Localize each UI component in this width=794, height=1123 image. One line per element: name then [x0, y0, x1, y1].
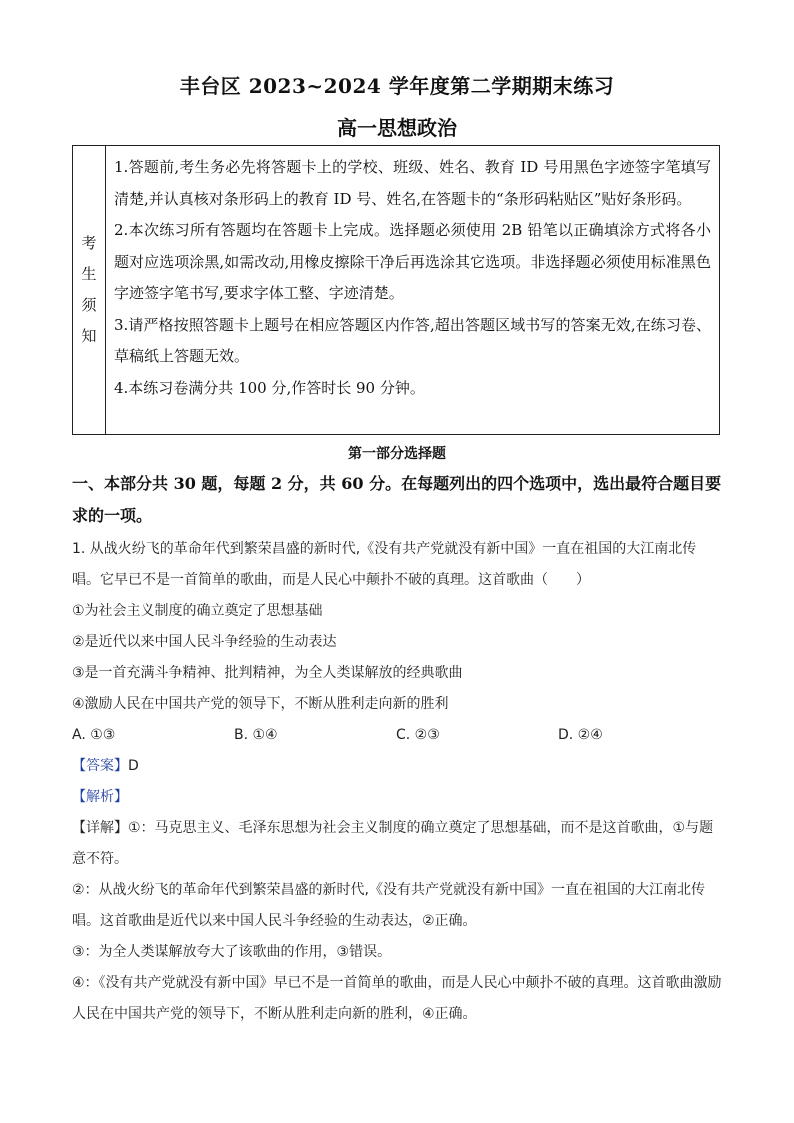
candidate-notice-label [73, 146, 106, 434]
answer-label: 【答案】 [72, 758, 128, 774]
detail-label: 【详解】 [72, 820, 128, 836]
analysis-detail [72, 813, 722, 875]
exam-subject: 高一思想政治 [337, 116, 457, 140]
option-b: B. ①④ [234, 727, 278, 743]
question-statement: ④激励人民在中国共产党的领导下，不断从胜利走向新的胜利 [72, 696, 449, 712]
analysis-label: 【解析】 [72, 789, 128, 805]
notice-item: 1.答题前,考生务必先将答题卡上的学校、班级、姓名、教育 ID 号用黑色字迹签字笔填写清楚,并认真核对条形码上的教育 ID 号、姓名,在答题卡的“条形码粘贴区”贴好条形码。 [114, 158, 711, 208]
notice-item: 4.本练习卷满分共 100 分,作答时长 90 分钟。 [114, 378, 425, 397]
notice-item: 2.本次练习所有答题均在答题卡上完成。选择题必须使用 2B 铅笔以正确填涂方式将各小题对应选项涂黑,如需改动,用橡皮擦除干净后再选涂其它选项。非选择题必须使用标准黑色字迹签字笔书写,要求字体工整、字迹清楚。 [114, 221, 711, 302]
option-d: D. ②④ [558, 727, 603, 743]
exam-title: 丰台区 2023~2024 学年度第二学期期末练习 [179, 74, 615, 98]
notice-label-char: 须 [81, 296, 97, 314]
answer-line [72, 751, 722, 782]
answer-options [72, 720, 722, 751]
analysis-text: ①：马克思主义、毛泽东思想为社会主义制度的确立奠定了思想基础，而不是这首歌曲，①与题意不符。 [72, 820, 714, 867]
question-statement: ①为社会主义制度的确立奠定了思想基础 [72, 603, 323, 619]
answer-value: D [128, 758, 139, 774]
analysis-line [72, 782, 722, 813]
question-statement: ②是近代以来中国人民斗争经验的生动表达 [72, 634, 337, 650]
notice-label-char: 知 [81, 327, 97, 345]
question-stem: 1. 从战火纷飞的革命年代到繁荣昌盛的新时代,《没有共产党就没有新中国》一直在祖国的大江南北传唱。它早已不是一首简单的歌曲，而是人民心中颠扑不破的真理。这首歌曲（ ） [72, 541, 697, 588]
question-statement: ③是一首充满斗争精神、批判精神，为全人类谋解放的经典歌曲 [72, 665, 463, 681]
question-1 [72, 534, 722, 1030]
option-c: C. ②③ [396, 727, 440, 743]
candidate-notice-content [106, 146, 719, 434]
section-intro: 一、本部分共 30 题，每题 2 分，共 60 分。在每题列出的四个选项中，选出最符合题目要求的一项。 [72, 474, 722, 525]
notice-item: 3.请严格按照答题卡上题号在相应答题区内作答,超出答题区域书写的答案无效,在练习卷、草稿纸上答题无效。 [114, 315, 711, 365]
option-a: A. ①③ [72, 727, 116, 743]
analysis-text: ④：《没有共产党就没有新中国》早已不是一首简单的歌曲，而是人民心中颠扑不破的真理。这首歌曲激励人民在中国共产党的领导下，不断从胜利走向新的胜利，④正确。 [72, 975, 722, 1022]
analysis-text: ③：为全人类谋解放夸大了该歌曲的作用，③错误。 [72, 944, 392, 960]
analysis-text: ②：从战火纷飞的革命年代到繁荣昌盛的新时代,《没有共产党就没有新中国》一直在祖国的大江南北传唱。这首歌曲是近代以来中国人民斗争经验的生动表达，②正确。 [72, 882, 705, 929]
section-title: 第一部分选择题 [348, 446, 446, 462]
notice-label-char: 考 [81, 234, 97, 252]
candidate-notice-box [72, 145, 720, 435]
notice-label-char: 生 [81, 265, 97, 283]
